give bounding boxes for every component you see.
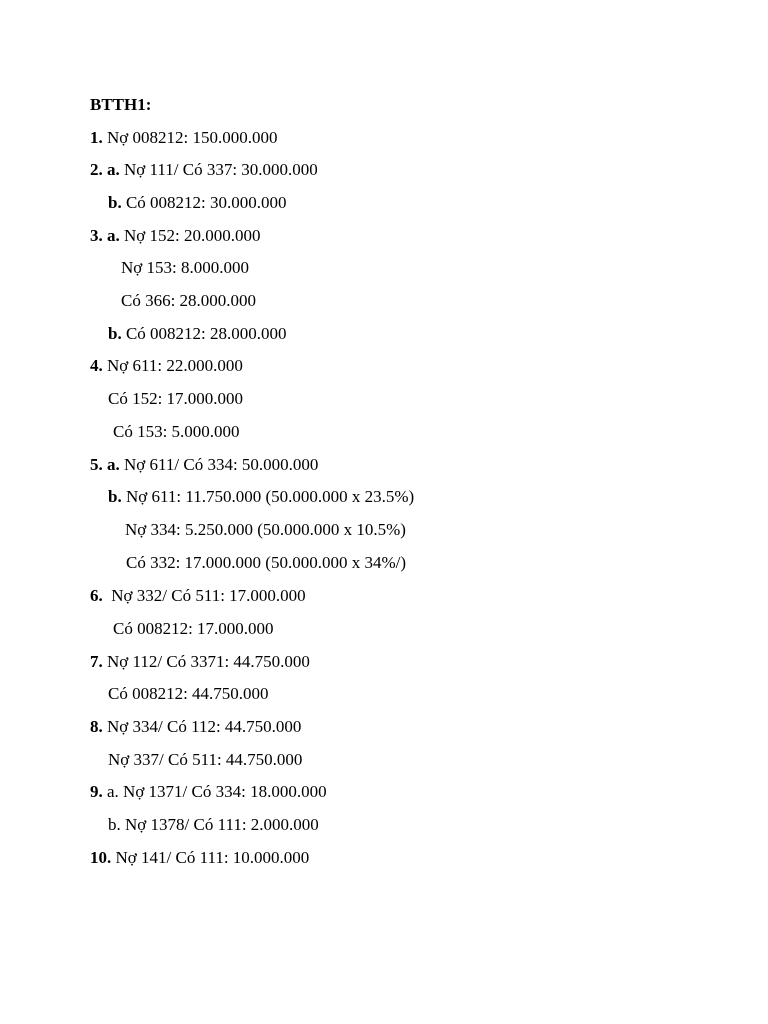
entry-line <box>90 455 318 475</box>
document-title: BTTH1: <box>90 95 152 114</box>
entry-line <box>125 520 406 540</box>
entry-subletter: a. <box>102 455 120 474</box>
entry-line <box>108 193 287 213</box>
entry-text: Nợ 334: 5.250.000 (50.000.000 x 10.5%) <box>125 520 406 539</box>
entry-line <box>90 652 310 672</box>
entry-text: Nợ 611/ Có 334: 50.000.000 <box>119 455 319 474</box>
entry-text: Có 008212: 30.000.000 <box>121 193 287 212</box>
entry-number: 4. <box>90 356 103 375</box>
entry-number: 9. <box>90 782 103 801</box>
entry-text: Nợ 153: 8.000.000 <box>121 258 249 277</box>
entry-number: 6. <box>90 586 103 605</box>
entry-text: Nợ 152: 20.000.000 <box>119 226 261 245</box>
entry-line <box>108 815 319 835</box>
entry-number: 5. <box>90 455 103 474</box>
entry-text: Nợ 112/ Có 3371: 44.750.000 <box>102 652 310 671</box>
entry-line <box>90 160 318 180</box>
entry-text: Có 332: 17.000.000 (50.000.000 x 34%/) <box>126 553 407 572</box>
entry-number: 3. <box>90 226 103 245</box>
entry-text: Nợ 611: 22.000.000 <box>102 356 243 375</box>
entry-line <box>121 291 256 311</box>
entry-line <box>90 356 243 376</box>
entry-line <box>108 684 269 704</box>
entry-line <box>90 848 309 868</box>
entry-text: a. Nợ 1371/ Có 334: 18.000.000 <box>102 782 327 801</box>
entry-text: Có 008212: 17.000.000 <box>113 619 274 638</box>
entry-number: 10. <box>90 848 112 867</box>
entry-line <box>108 750 302 770</box>
entry-text: Có 366: 28.000.000 <box>121 291 257 310</box>
entry-text: Có 008212: 44.750.000 <box>108 684 269 703</box>
entry-subletter: b. <box>108 324 122 343</box>
entry-text: Có 008212: 28.000.000 <box>121 324 287 343</box>
entry-subletter: b. <box>108 487 122 506</box>
entry-subletter: a. <box>102 160 120 179</box>
entry-line <box>90 717 301 737</box>
entry-line <box>121 258 249 278</box>
entry-line <box>108 324 287 344</box>
entry-text: Nợ 008212: 150.000.000 <box>102 128 278 147</box>
entry-text: Có 152: 17.000.000 <box>108 389 244 408</box>
entry-number: 1. <box>90 128 103 147</box>
entry-number: 8. <box>90 717 103 736</box>
entry-subletter: b. <box>108 193 122 212</box>
entry-line <box>108 389 243 409</box>
entry-line <box>108 487 414 507</box>
entry-text: Nợ 611: 11.750.000 (50.000.000 x 23.5%) <box>121 487 415 506</box>
entry-line <box>90 226 261 246</box>
entry-text: Nợ 332/ Có 511: 17.000.000 <box>102 586 306 605</box>
entry-line <box>113 422 240 442</box>
entry-line <box>90 782 327 802</box>
entry-text: Có 153: 5.000.000 <box>113 422 240 441</box>
entry-number: 2. <box>90 160 103 179</box>
entry-text: Nợ 334/ Có 112: 44.750.000 <box>102 717 302 736</box>
entry-text: b. Nợ 1378/ Có 111: 2.000.000 <box>108 815 319 834</box>
entry-line <box>90 128 278 148</box>
entry-line <box>113 619 274 639</box>
entry-line <box>90 586 306 606</box>
entry-text: Nợ 111/ Có 337: 30.000.000 <box>119 160 318 179</box>
entry-number: 7. <box>90 652 103 671</box>
entry-text: Nợ 141/ Có 111: 10.000.000 <box>111 848 310 867</box>
entry-text: Nợ 337/ Có 511: 44.750.000 <box>108 750 303 769</box>
entry-subletter: a. <box>102 226 120 245</box>
entry-line <box>126 553 406 573</box>
